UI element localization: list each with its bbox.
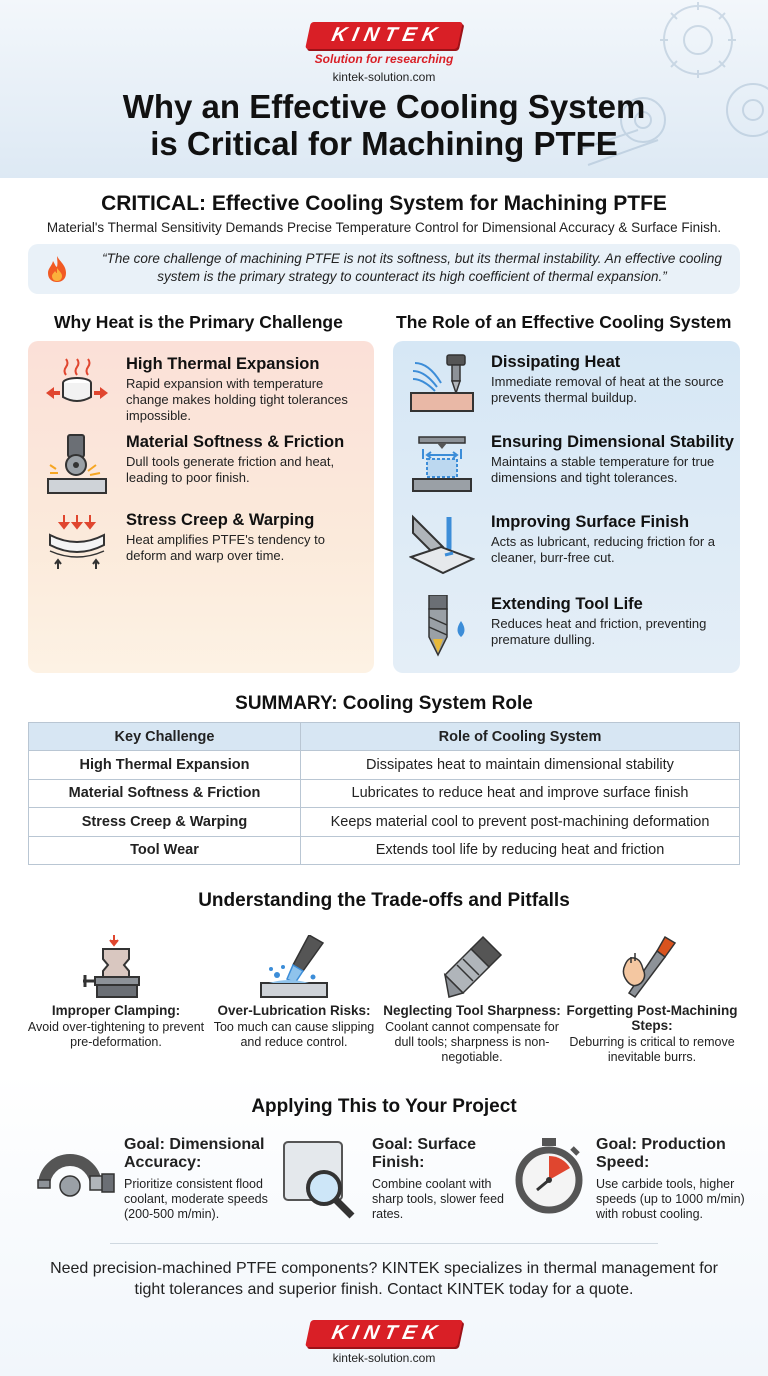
table-cell: High Thermal Expansion: [29, 751, 301, 780]
critical-description: Material's Thermal Sensitivity Demands Precise Temperature Control for Dimensional Accuracy & Surface Finish.: [46, 220, 722, 235]
challenge-title: High Thermal Expansion: [126, 355, 320, 373]
flame-icon: [42, 254, 72, 284]
tradeoffs-heading: Understanding the Trade-offs and Pitfalls: [198, 890, 570, 911]
thermal-expansion-icon: [44, 355, 110, 417]
footer-logo-block: [0, 1320, 768, 1365]
warping-icon: [44, 511, 110, 573]
friction-tool-icon: [44, 433, 110, 495]
table-cell: Dissipates heat to maintain dimensional stability: [301, 751, 740, 780]
heat-challenge-panel: [28, 341, 374, 673]
brand-url[interactable]: kintek-solution.com: [332, 70, 436, 84]
role-desc: Reduces heat and friction, preventing premature dulling.: [491, 616, 707, 647]
pitfall-title: Neglecting Tool Sharpness:: [383, 1003, 561, 1018]
challenge-desc: Rapid expansion with temperature change makes holding tight tolerances impossible.: [126, 376, 348, 423]
table-row: [29, 779, 740, 808]
critical-heading: CRITICAL: Effective Cooling System for Machining PTFE: [101, 192, 667, 215]
left-column-heading: Why Heat is the Primary Challenge: [54, 312, 343, 332]
footer-url[interactable]: kintek-solution.com: [332, 1351, 436, 1365]
title-line-2: is Critical for Machining PTFE: [150, 125, 618, 162]
role-desc: Acts as lubricant, reducing friction for a cleaner, burr-free cut.: [491, 534, 715, 565]
role-title: Ensuring Dimensional Stability: [491, 433, 734, 451]
table-cell: Stress Creep & Warping: [29, 808, 301, 837]
challenge-desc: Dull tools generate friction and heat, leading to poor finish.: [126, 454, 335, 485]
pitfall-item: [562, 935, 742, 1065]
goal-desc: Prioritize consistent flood coolant, moderate speeds (200-500 m/min).: [124, 1177, 268, 1221]
stopwatch-icon: [514, 1138, 586, 1214]
kintek-logo[interactable]: [305, 22, 463, 49]
table-header-row: [29, 723, 740, 751]
column-header: Role of Cooling System: [301, 723, 740, 751]
logo-text: KINTEK: [329, 1322, 445, 1344]
pitfall-title: Over-Lubrication Risks:: [217, 1003, 371, 1018]
pitfall-title: Improper Clamping:: [51, 1003, 181, 1018]
coolant-nozzle-icon: [409, 353, 475, 415]
table-cell: Tool Wear: [29, 836, 301, 865]
pitfall-title: Forgetting Post-Machining Steps:: [566, 1003, 738, 1033]
column-header: Key Challenge: [29, 723, 301, 751]
summary-heading: SUMMARY: Cooling System Role: [235, 693, 533, 714]
deburring-tool-icon: [617, 935, 687, 1001]
title-line-1: Why an Effective Cooling System: [122, 88, 646, 125]
pitfall-item: [204, 935, 384, 1050]
table-cell: Keeps material cool to prevent post-machining deformation: [301, 808, 740, 837]
apply-heading: Applying This to Your Project: [251, 1096, 517, 1117]
challenge-title: Material Softness & Friction: [126, 433, 345, 451]
logo-text: KINTEK: [329, 24, 445, 46]
role-title: Extending Tool Life: [491, 595, 643, 613]
role-desc: Immediate removal of heat at the source prevents thermal buildup.: [491, 374, 724, 405]
table-cell: Material Softness & Friction: [29, 779, 301, 808]
summary-table: [28, 722, 740, 865]
magnifier-icon: [280, 1138, 364, 1222]
role-title: Improving Surface Finish: [491, 513, 690, 531]
quote-text: “The core challenge of machining PTFE is not its softness, but its thermal instability. An effective cooling system is the primary strategy to counteract its high coefficient of thermal expansion.”: [102, 251, 722, 284]
pitfall-desc: Coolant cannot compensate for dull tools; sharpness is non-negotiable.: [385, 1020, 559, 1064]
coolant-splash-icon: [259, 935, 329, 1001]
goal-desc: Use carbide tools, higher speeds (up to 1000 m/min) with robust cooling.: [596, 1177, 745, 1221]
surface-finish-icon: [409, 513, 475, 575]
vise-icon: [81, 935, 151, 1001]
kintek-footer-logo[interactable]: [305, 1320, 463, 1347]
role-desc: Maintains a stable temperature for true dimensions and tight tolerances.: [491, 454, 715, 485]
brand-tagline: Solution for researching: [314, 52, 454, 66]
challenge-title: Stress Creep & Warping: [126, 511, 315, 529]
table-cell: Extends tool life by reducing heat and friction: [301, 836, 740, 865]
pitfall-desc: Avoid over-tightening to prevent pre-deformation.: [27, 1020, 205, 1049]
quote-box: [28, 244, 740, 294]
section-divider: [110, 1243, 658, 1244]
cooling-role-panel: [393, 341, 740, 673]
goal-desc: Combine coolant with sharp tools, slower feed rates.: [372, 1177, 505, 1221]
goal-title: Goal: Production Speed:: [596, 1136, 726, 1171]
micrometer-icon: [36, 1150, 116, 1220]
brand-logo-block: [0, 22, 768, 84]
call-to-action: Need precision-machined PTFE components? KINTEK specializes in thermal management for tight tolerances and superior finish. Contact KINTEK today for a quote.: [50, 1260, 718, 1298]
drill-bit-icon: [409, 595, 475, 657]
goal-title: Goal: Surface Finish:: [372, 1136, 477, 1171]
challenge-desc: Heat amplifies PTFE's tendency to deform and warp over time.: [126, 532, 326, 563]
pitfall-item: [26, 935, 206, 1050]
table-cell: Lubricates to reduce heat and improve surface finish: [301, 779, 740, 808]
dimension-icon: [409, 433, 475, 495]
goal-title: Goal: Dimensional Accuracy:: [124, 1136, 265, 1171]
table-row: [29, 808, 740, 837]
pitfall-desc: Deburring is critical to remove inevitable burrs.: [569, 1035, 735, 1064]
pitfall-item: [382, 935, 562, 1065]
table-row: [29, 836, 740, 865]
page-title: [0, 88, 768, 162]
role-title: Dissipating Heat: [491, 353, 621, 371]
end-mill-icon: [437, 935, 507, 1001]
table-row: [29, 751, 740, 780]
hero-header: [0, 0, 768, 178]
pitfall-desc: Too much can cause slipping and reduce control.: [213, 1020, 375, 1049]
right-column-heading: The Role of an Effective Cooling System: [396, 312, 732, 332]
